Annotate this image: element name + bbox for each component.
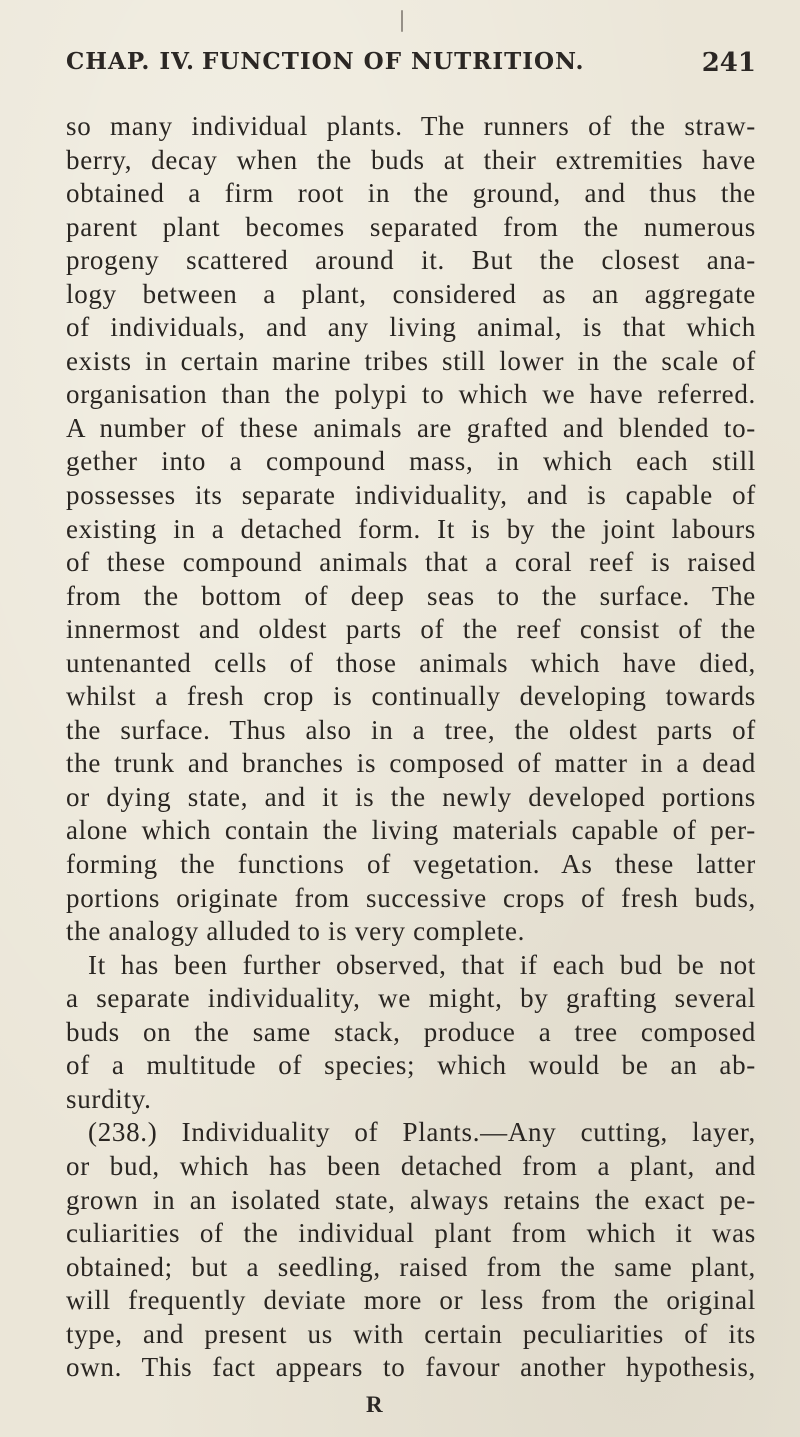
text-line: existing in a detached form. It is by the joint labours	[66, 513, 756, 544]
text-line: of individuals, and any living animal, is that which	[66, 312, 756, 343]
text-line: organisation than the polypi to which we have referred.	[66, 379, 756, 410]
text-line: own. This fact appears to favour another hypothesis,	[66, 1352, 756, 1383]
text-line: of a multitude of species; which would be an ab-	[66, 1050, 756, 1081]
signature-mark: R	[366, 1392, 383, 1417]
text-line: untenanted cells of those animals which have died,	[66, 647, 756, 678]
text-line: so many individual plants. The runners of the straw-	[66, 111, 756, 141]
text-line: or bud, which has been detached from a plant, and	[66, 1150, 756, 1181]
text-line: parent plant becomes separated from the numerous	[66, 211, 756, 242]
text-line: portions originate from successive crops of fresh buds,	[66, 882, 756, 913]
text-line: possesses its separate individuality, and is capable of	[66, 480, 756, 511]
running-header	[66, 48, 756, 82]
text-line: A number of these animals are grafted and blended to-	[66, 412, 756, 443]
page-number: 241	[701, 48, 756, 78]
text-line: culiarities of the individual plant from which it was	[66, 1218, 756, 1249]
text-line: forming the functions of vegetation. As these latter	[66, 849, 756, 880]
text-line: the analogy alluded to is very complete.	[66, 916, 526, 947]
text-line: progeny scattered around it. But the closest ana-	[66, 245, 756, 276]
section-heading-line: (238.) Individuality of Plants.—Any cutting, layer,	[88, 1117, 756, 1148]
body-text	[66, 110, 756, 1385]
text-line: from the bottom of deep seas to the surface. The	[66, 580, 756, 611]
text-line: or dying state, and it is the newly developed portions	[66, 781, 756, 812]
text-line: buds on the same stack, produce a tree composed	[66, 1016, 756, 1047]
text-line: obtained; but a seedling, raised from the same plant,	[66, 1251, 756, 1282]
text-line: It has been further observed, that if each bud be not	[88, 949, 756, 980]
margin-mark	[401, 10, 403, 32]
text-line: grown in an isolated state, always retains the exact pe-	[66, 1184, 756, 1215]
chapter-label: CHAP. IV.	[66, 48, 195, 75]
text-line: gether into a compound mass, in which each still	[66, 446, 756, 477]
chapter-title: FUNCTION OF NUTRITION.	[202, 48, 585, 75]
text-line: alone which contain the living materials capable of per-	[66, 815, 756, 846]
text-line: type, and present us with certain peculiarities of its	[66, 1318, 756, 1349]
text-line: will frequently deviate more or less from the original	[66, 1285, 756, 1316]
text-line: innermost and oldest parts of the reef consist of the	[66, 614, 756, 645]
text-line: a separate individuality, we might, by grafting several	[66, 983, 756, 1014]
text-line: the surface. Thus also in a tree, the oldest parts of	[66, 714, 756, 745]
text-line: of these compound animals that a coral reef is raised	[66, 547, 756, 578]
text-line: exists in certain marine tribes still lower in the scale of	[66, 345, 756, 376]
text-line: obtained a firm root in the ground, and thus the	[66, 178, 756, 209]
text-line: logy between a plant, considered as an aggregate	[66, 278, 756, 309]
text-line: the trunk and branches is composed of matter in a dead	[66, 748, 756, 779]
text-line: whilst a fresh crop is continually developing towards	[66, 681, 756, 712]
text-line: berry, decay when the buds at their extremities have	[66, 144, 756, 175]
text-line: surdity.	[66, 1083, 152, 1114]
